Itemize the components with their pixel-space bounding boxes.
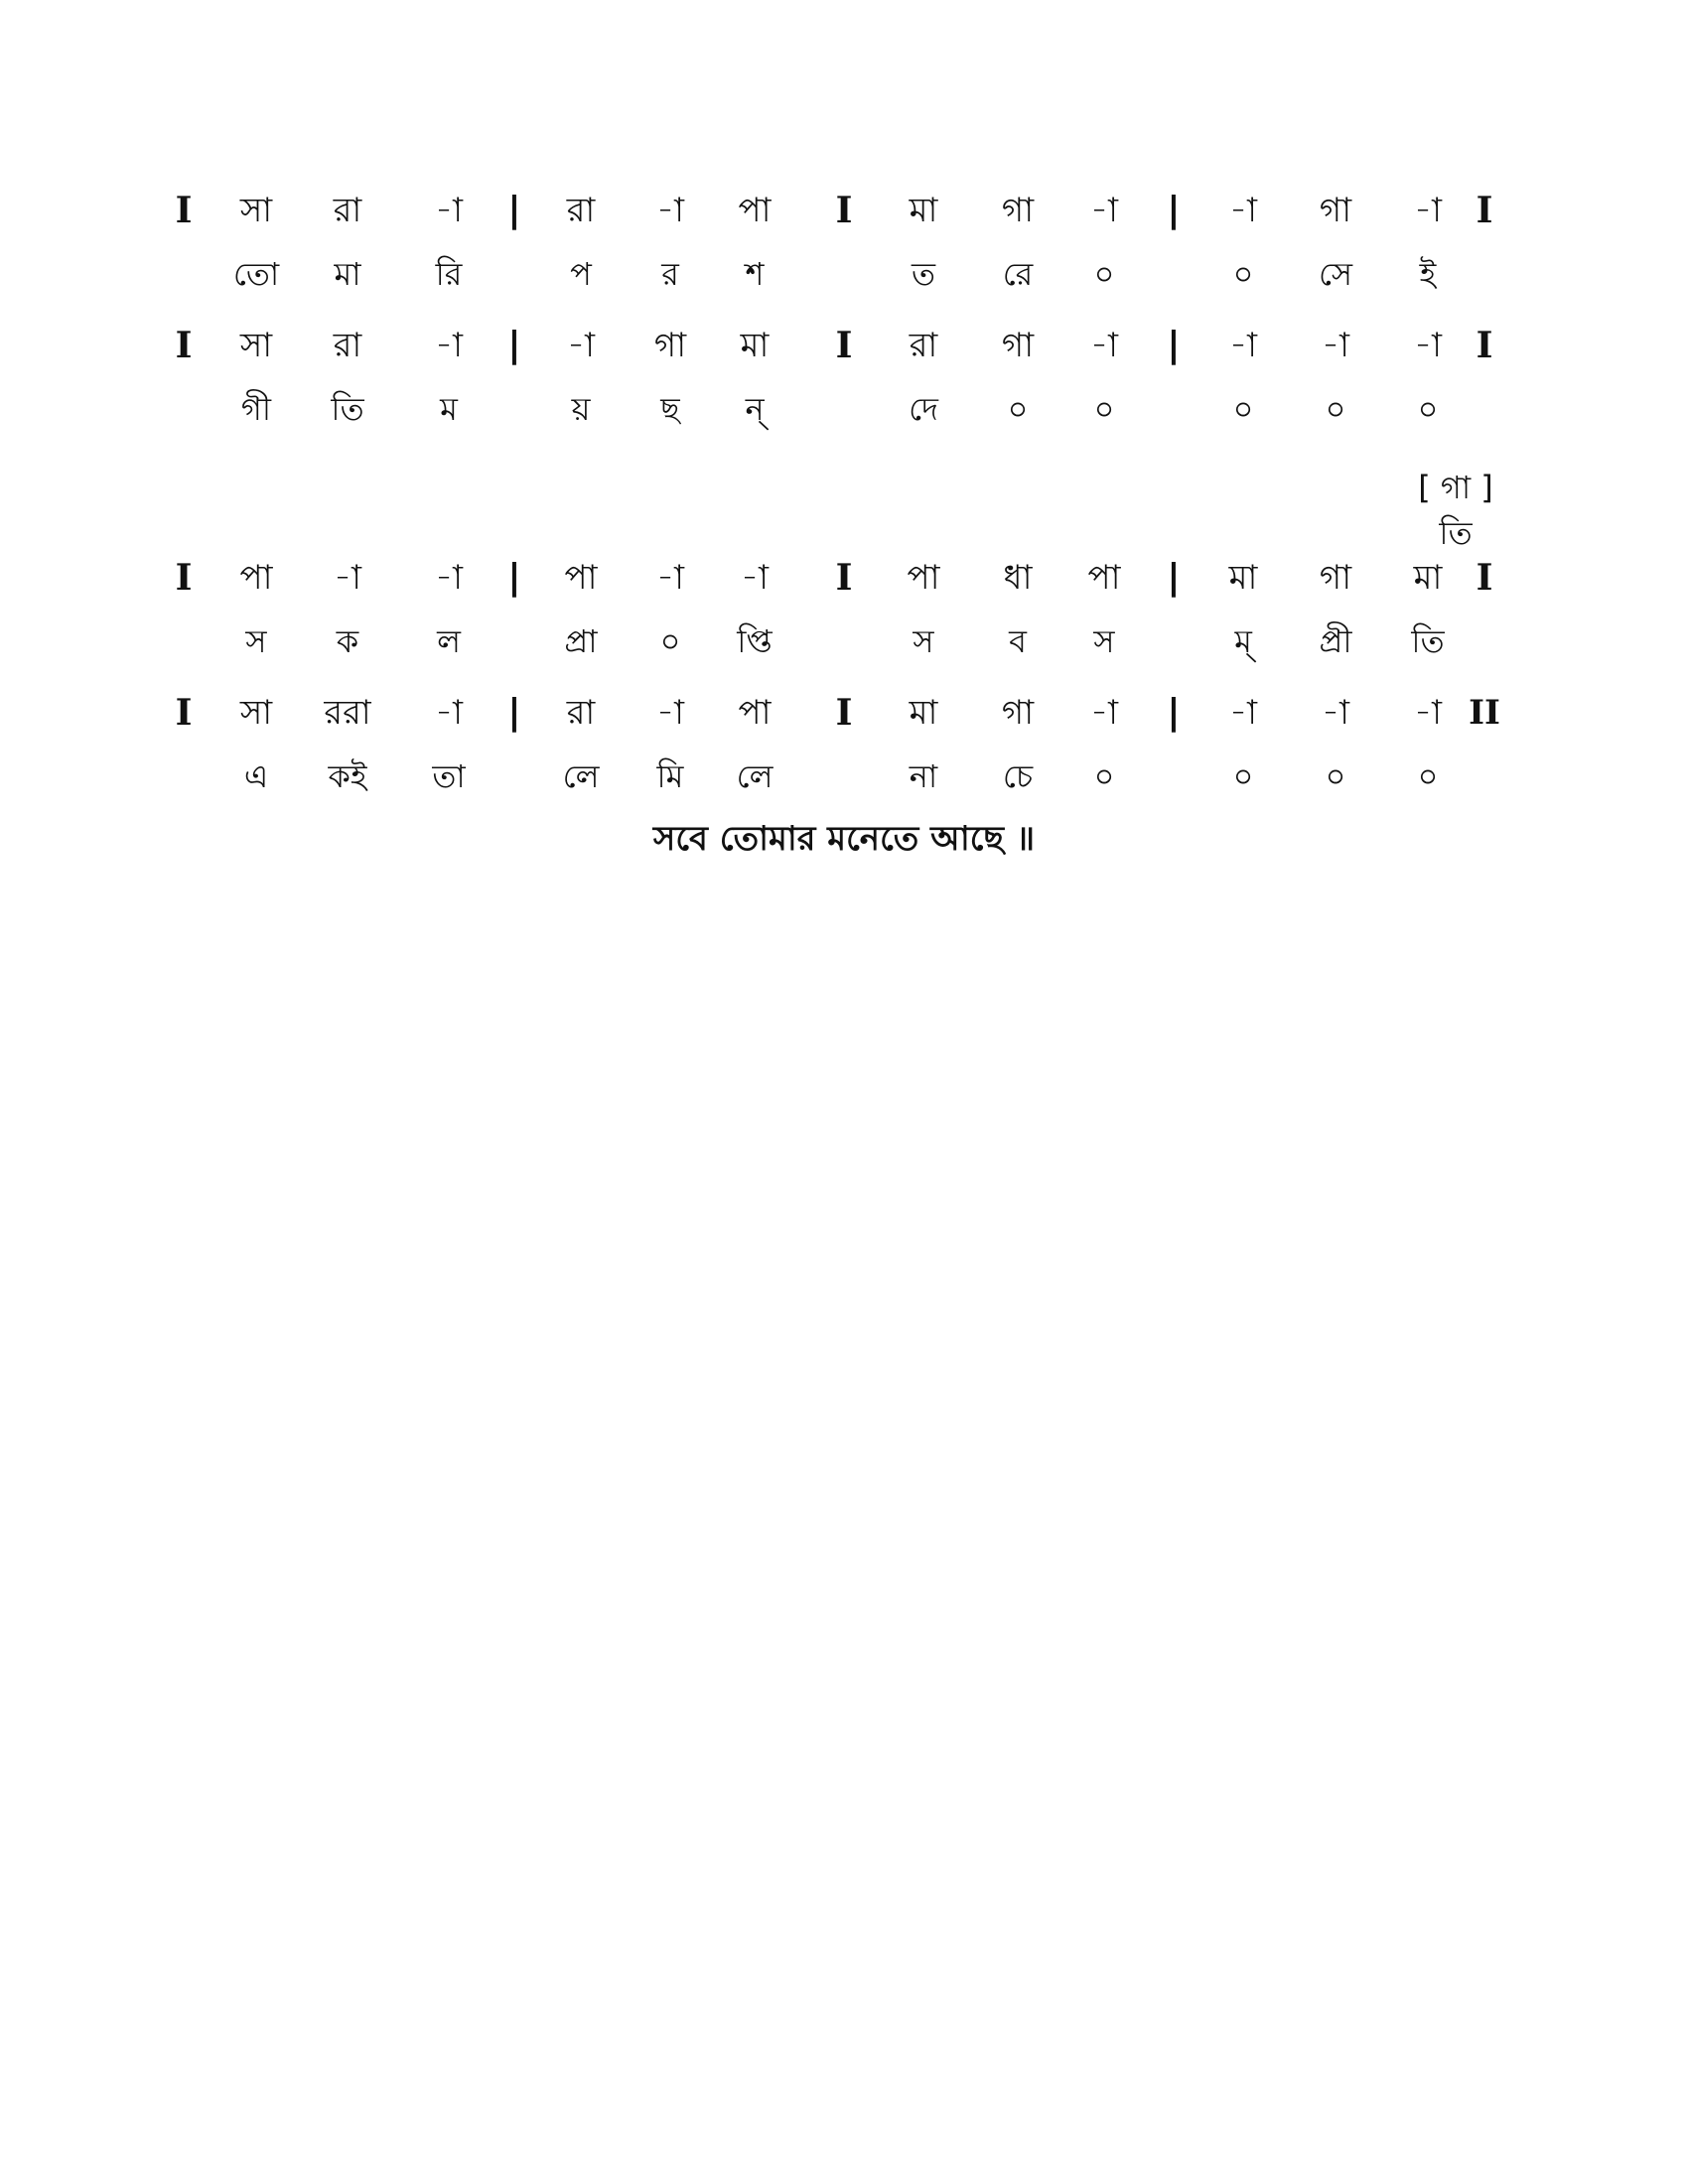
- lyric-syllable: ০: [1325, 390, 1346, 428]
- lyric-syllable: ০: [1232, 255, 1254, 293]
- swar-note: গা: [653, 326, 687, 365]
- swar-note: -া: [1414, 693, 1442, 733]
- lyric-line-1: [0, 244, 1688, 304]
- lyric-syllable: ত: [911, 255, 936, 293]
- beat-divider: |: [507, 190, 521, 230]
- lyric-syllable: ০: [1093, 757, 1115, 795]
- swar-line-2: [0, 316, 1688, 375]
- swar-note: -া: [435, 693, 463, 733]
- swar-note: গা: [1319, 558, 1352, 598]
- swar-note: পা: [239, 558, 273, 598]
- side-note-swar: [ গা ]: [1418, 469, 1493, 506]
- beat-divider: |: [507, 557, 521, 598]
- side-note: [1418, 465, 1493, 556]
- measure-marker: I: [175, 557, 193, 599]
- swar-note: গা: [1001, 191, 1035, 230]
- lyric-syllable: রে: [1002, 255, 1034, 293]
- swar-note: -া: [1414, 326, 1442, 365]
- lyric-syllable: ব: [1009, 622, 1027, 660]
- beat-divider: |: [1167, 190, 1181, 230]
- lyric-line-4: [0, 747, 1688, 806]
- beat-divider: |: [507, 692, 521, 733]
- lyric-syllable: ম্: [1234, 622, 1252, 660]
- swar-note: -া: [1229, 693, 1257, 733]
- swar-note: মা: [909, 693, 938, 733]
- beat-divider: |: [1167, 692, 1181, 733]
- swar-note: পা: [564, 558, 598, 598]
- lyric-syllable: ০: [1093, 390, 1115, 428]
- lyric-syllable: ০: [1093, 255, 1115, 293]
- swar-note: -া: [1090, 191, 1118, 230]
- beat-divider: |: [507, 325, 521, 365]
- closing-line: সবে তোমার মনেতে আছে ॥: [652, 819, 1036, 859]
- lyric-syllable: য়: [571, 390, 591, 428]
- swar-note: গা: [1001, 693, 1035, 733]
- swar-note: রা: [566, 191, 596, 230]
- swar-note: -া: [435, 326, 463, 365]
- swar-note: পা: [1087, 558, 1121, 598]
- swar-line-4: [0, 683, 1688, 743]
- lyric-line-2: [0, 379, 1688, 439]
- lyric-line-3: [0, 612, 1688, 671]
- swar-note: মা: [1413, 558, 1443, 598]
- lyric-syllable: চে: [1002, 757, 1034, 795]
- swar-note: -া: [1229, 191, 1257, 230]
- swar-note: মা: [1228, 558, 1258, 598]
- lyric-syllable: ম: [440, 390, 458, 428]
- swar-note: -া: [1090, 326, 1118, 365]
- measure-marker: I: [1476, 557, 1493, 599]
- measure-marker: I: [175, 325, 193, 366]
- lyric-syllable: ন্: [745, 390, 765, 428]
- swar-note: রা: [566, 693, 596, 733]
- lyric-syllable: ০: [1007, 390, 1029, 428]
- measure-marker: I: [835, 325, 853, 366]
- measure-marker: I: [835, 557, 853, 599]
- swar-note: -া: [1322, 693, 1349, 733]
- lyric-syllable: সে: [1318, 255, 1353, 293]
- lyric-syllable: ছ: [660, 390, 680, 428]
- swar-note: -া: [1229, 326, 1257, 365]
- lyric-syllable: স: [245, 622, 267, 660]
- lyric-syllable: না: [909, 757, 938, 795]
- lyric-syllable: ০: [1325, 757, 1346, 795]
- swar-note: -া: [656, 558, 684, 598]
- beat-divider: |: [1167, 325, 1181, 365]
- swar-note: পা: [738, 191, 772, 230]
- measure-marker: I: [835, 692, 853, 734]
- swar-note: পা: [738, 693, 772, 733]
- lyric-syllable: প্তি: [737, 622, 773, 660]
- lyric-syllable: কই: [328, 757, 367, 795]
- swar-note: রা: [333, 191, 362, 230]
- swar-note: -া: [1414, 191, 1442, 230]
- swar-line-1: [0, 181, 1688, 240]
- measure-marker: II: [1469, 693, 1500, 733]
- lyric-syllable: তি: [331, 390, 364, 428]
- swar-note: সা: [239, 191, 273, 230]
- measure-marker: I: [175, 692, 193, 734]
- swar-note: -া: [1090, 693, 1118, 733]
- measure-marker: I: [1476, 190, 1493, 231]
- swar-note: রা: [333, 326, 362, 365]
- swar-note: সা: [239, 326, 273, 365]
- swar-note: মা: [909, 191, 938, 230]
- lyric-syllable: স: [1093, 622, 1115, 660]
- lyric-syllable: ই: [1419, 255, 1437, 293]
- swar-note: গা: [1001, 326, 1035, 365]
- lyric-syllable: মা: [334, 255, 361, 293]
- lyric-syllable: লে: [736, 757, 774, 795]
- swar-note: -া: [435, 558, 463, 598]
- lyric-syllable: প্রা: [564, 622, 598, 660]
- swar-note: -া: [435, 191, 463, 230]
- lyric-syllable: র: [661, 255, 679, 293]
- lyric-syllable: মি: [656, 757, 684, 795]
- swar-note: সা: [239, 693, 273, 733]
- lyric-syllable: ক: [336, 622, 359, 660]
- swar-note: রা: [909, 326, 938, 365]
- side-note-lyric: তি: [1439, 514, 1473, 552]
- swar-note: -া: [1322, 326, 1349, 365]
- lyric-syllable: লে: [562, 757, 600, 795]
- measure-marker: I: [1476, 325, 1493, 366]
- swar-note: ররা: [324, 693, 371, 733]
- swar-note: -া: [334, 558, 361, 598]
- lyric-syllable: ০: [1232, 390, 1254, 428]
- lyric-syllable: স: [913, 622, 934, 660]
- lyric-syllable: ০: [659, 622, 681, 660]
- lyric-syllable: ল: [437, 622, 461, 660]
- lyric-syllable: ০: [1417, 757, 1439, 795]
- lyric-syllable: দে: [909, 390, 938, 428]
- lyric-syllable: ০: [1417, 390, 1439, 428]
- lyric-syllable: তি: [1411, 622, 1445, 660]
- lyric-syllable: রি: [435, 255, 463, 293]
- swar-note: পা: [907, 558, 940, 598]
- swar-line-3: [0, 548, 1688, 608]
- swar-note: -া: [741, 558, 769, 598]
- swar-note: -া: [567, 326, 595, 365]
- swar-note: গা: [1319, 191, 1352, 230]
- lyric-syllable: প: [570, 255, 592, 293]
- lyric-syllable: তো: [232, 255, 280, 293]
- swar-note: ধা: [1003, 558, 1033, 598]
- lyric-syllable: ০: [1232, 757, 1254, 795]
- beat-divider: |: [1167, 557, 1181, 598]
- lyric-syllable: এ: [243, 757, 269, 795]
- measure-marker: I: [835, 190, 853, 231]
- lyric-syllable: শ: [745, 255, 765, 293]
- swar-note: -া: [656, 693, 684, 733]
- lyric-syllable: প্রী: [1319, 622, 1352, 660]
- lyric-syllable: গী: [240, 390, 272, 428]
- lyric-syllable: তা: [432, 757, 466, 795]
- measure-marker: I: [175, 190, 193, 231]
- swar-note: মা: [740, 326, 770, 365]
- swar-note: -া: [656, 191, 684, 230]
